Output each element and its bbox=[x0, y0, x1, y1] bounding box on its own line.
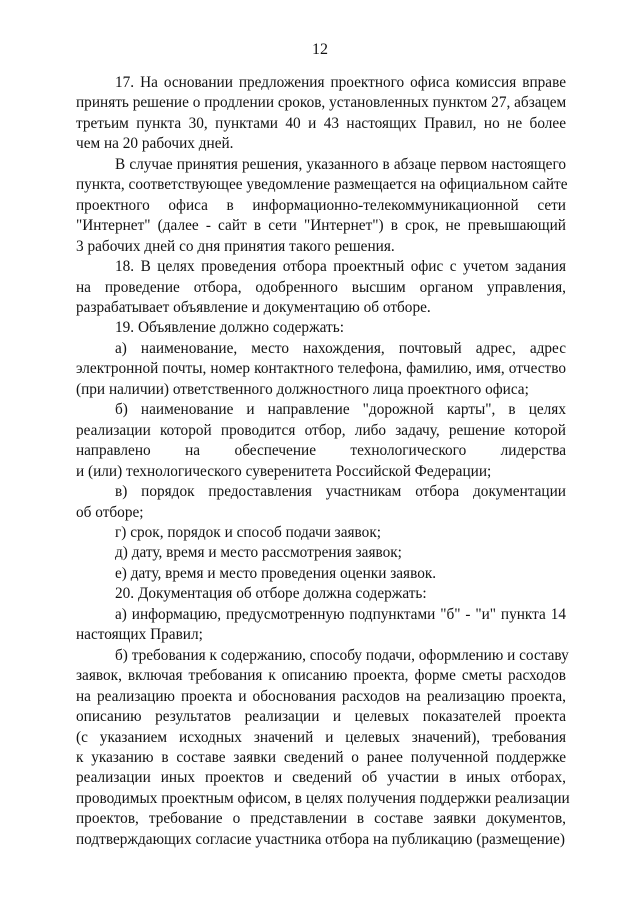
text-line: электронной почты, номер контактного телефона, фамилию, имя, отчество bbox=[76, 360, 566, 378]
text-line: 20. Документация об отборе должна содержать: bbox=[115, 585, 427, 603]
text-line: б) требования к содержанию, способу подачи, оформлению и составу bbox=[115, 646, 569, 664]
paragraph-p20b bbox=[76, 646, 570, 851]
text-line: г) срок, порядок и способ подачи заявок; bbox=[115, 523, 381, 541]
text-line: настоящих Правил; bbox=[76, 626, 203, 644]
text-line: и (или) технологического суверенитета Российской Федерации; bbox=[76, 462, 492, 480]
text-line: а) информацию, предусмотренную подпунктами "б" - "и" пункта 14 bbox=[115, 605, 566, 623]
paragraph-p17 bbox=[76, 73, 566, 155]
text-line: д) дату, время и место рассмотрения заявок; bbox=[115, 544, 402, 562]
text-line: реализации которой проводится отбор, либо задачу, решение которой bbox=[76, 421, 566, 439]
paragraph-p19 bbox=[76, 318, 566, 338]
text-line: на реализацию проекта и обоснования расходов на реализацию проекта, bbox=[76, 687, 566, 705]
text-line: проектного офиса в информационно-телекоммуникационной сети bbox=[76, 196, 566, 214]
text-line: а) наименование, место нахождения, почтовый адрес, адрес bbox=[115, 339, 566, 357]
paragraph-p19v bbox=[76, 482, 566, 523]
text-line: принять решение о продлении сроков, установленных пунктом 27, абзацем bbox=[76, 94, 567, 112]
text-line: реализации иных проектов и сведений об участии в иных отборах, bbox=[76, 769, 566, 787]
text-line: (с указанием исходных значений и целевых значений), требования bbox=[76, 728, 566, 746]
text-line: пункта, соответствующее уведомление размещается на официальном сайте bbox=[76, 176, 568, 194]
text-line: б) наименование и направление "дорожной карты", в целях bbox=[115, 401, 566, 419]
text-line: е) дату, время и место проведения оценки заявок. bbox=[115, 564, 437, 582]
text-line: третьим пункта 30, пунктами 40 и 43 настоящих Правил, но не более bbox=[76, 114, 566, 132]
paragraph-p17-2 bbox=[76, 155, 566, 257]
paragraph-p19e bbox=[76, 564, 566, 584]
text-line: 19. Объявление должно содержать: bbox=[115, 319, 344, 337]
text-line: в) порядок предоставления участникам отбора документации bbox=[115, 483, 566, 501]
paragraph-p19g bbox=[76, 523, 566, 543]
text-line: проектов, требование о представлении в составе заявки документов, bbox=[76, 810, 566, 828]
page-number: 12 bbox=[312, 41, 328, 58]
text-line: об отборе; bbox=[76, 503, 144, 521]
text-line: проводимых проектным офисом, в целях получения поддержки реализации bbox=[76, 789, 570, 807]
text-line: разрабатывает объявление и документацию об отборе. bbox=[76, 298, 431, 316]
text-line: 3 рабочих дней со дня принятия такого решения. bbox=[76, 237, 395, 255]
paragraph-p20 bbox=[76, 584, 566, 604]
text-line: (при наличии) ответственного должностного лица проектного офиса; bbox=[76, 380, 529, 398]
text-line: направлено на обеспечение технологического лидерства bbox=[76, 442, 566, 460]
text-line: подтверждающих согласие участника отбора на публикацию (размещение) bbox=[76, 830, 565, 848]
paragraph-p20a bbox=[76, 605, 566, 646]
text-line: "Интернет" (далее - сайт в сети "Интернет") в срок, не превышающий bbox=[76, 217, 566, 235]
paragraph-p19a bbox=[76, 339, 566, 400]
text-line: чем на 20 рабочих дней. bbox=[76, 135, 234, 153]
document-body bbox=[76, 73, 570, 850]
text-line: 17. На основании предложения проектного офиса комиссия вправе bbox=[115, 74, 566, 91]
text-line: на проведение отбора, одобренного высшим органом управления, bbox=[76, 278, 566, 296]
text-line: 18. В целях проведения отбора проектный офис с учетом задания bbox=[115, 258, 566, 276]
paragraph-p18 bbox=[76, 257, 566, 318]
text-line: описанию результатов реализации и целевых показателей проекта bbox=[76, 708, 566, 726]
paragraph-p19b bbox=[76, 400, 566, 482]
text-line: заявок, включая требования к описанию проекта, форме сметы расходов bbox=[76, 667, 566, 685]
text-line: к указанию в составе заявки сведений о ранее полученной поддержке bbox=[76, 748, 566, 766]
text-line: В случае принятия решения, указанного в абзаце первом настоящего bbox=[115, 155, 566, 173]
paragraph-p19d bbox=[76, 543, 566, 563]
